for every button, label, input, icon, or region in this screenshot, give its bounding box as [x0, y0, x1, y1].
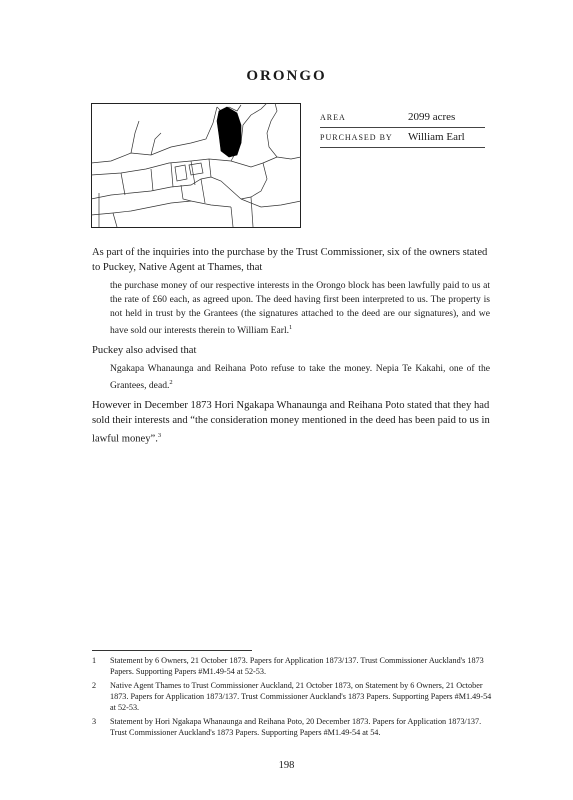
- footnote-item: [92, 680, 492, 713]
- footnotes: [92, 655, 492, 741]
- area-row: [320, 108, 485, 128]
- footnote-text: Statement by Hori Ngakapa Whanaunga and Reihana Poto, 20 December 1873. Papers for Application 1873/137. Trust Commissioner Auckland's 1873 Papers. Supporting Papers #M1.49-54 at 54.: [110, 717, 482, 737]
- quote-1-text: the purchase money of our respective interests in the Orongo block has been lawfully paid to us at the rate of £60 each, as agreed upon. The deed having first been interpreted to us. The property is not held in trust by the Grantees (the signatures attached to the deed are our signatures), and we have sold our interests therein to William Earl.: [110, 280, 490, 337]
- quote-2-text: Ngakapa Whanaunga and Reihana Poto refuse to take the money. Nepia Te Kakahi, one of the Grantees, dead.: [110, 363, 490, 392]
- footnote-ref-1[interactable]: 1: [289, 324, 293, 331]
- footnote-text: Native Agent Thames to Trust Commissioner Auckland, 21 October 1873, on Statement by 6 Owners, 21 October 1873. Papers for Application 1873/137. Trust Commissioner Auckland's 1873 Papers. Supporting Papers #M1.49-54 at 52-53.: [110, 681, 492, 712]
- footnote-ref-3[interactable]: 3: [157, 432, 162, 440]
- body-text: [92, 245, 490, 451]
- page-number: 198: [278, 760, 295, 771]
- paragraph-2: Puckey also advised that: [92, 345, 197, 357]
- purchased-by-value: William Earl: [408, 131, 465, 143]
- area-label: AREA: [320, 113, 346, 122]
- footnote-item: [92, 716, 492, 738]
- quote-2: [110, 362, 490, 393]
- block-info-table: [320, 108, 485, 148]
- map-drawing: [91, 103, 301, 228]
- area-value: 2099 acres: [408, 111, 456, 123]
- footnote-item: [92, 655, 492, 677]
- purchased-by-row: [320, 128, 485, 148]
- purchased-by-label: PURCHASED BY: [320, 133, 393, 142]
- paragraph-3-text: However in December 1873 Hori Ngakapa Whanaunga and Reihana Poto stated that they had sold their interests and “the consideration money mentioned in the deed has been paid to us in lawful money”.: [92, 400, 490, 445]
- block-location-map: [91, 103, 301, 228]
- footnote-number: 3: [92, 717, 97, 726]
- footnote-ref-2[interactable]: 2: [169, 379, 173, 387]
- footnote-divider: [92, 650, 252, 651]
- page-title: ORONGO: [246, 68, 327, 84]
- footnote-number: 2: [92, 681, 97, 690]
- paragraph-1: As part of the inquiries into the purchase by the Trust Commissioner, six of the owners stated to Puckey, Native Agent at Thames, that: [92, 247, 488, 273]
- paragraph-3: [92, 398, 490, 447]
- footnote-number: 1: [92, 656, 97, 665]
- footnote-text: Statement by 6 Owners, 21 October 1873. Papers for Application 1873/137. Trust Commissioner Auckland's 1873 Papers. Supporting Papers #M1.49-54 at 52-53.: [110, 656, 484, 676]
- quote-1: [110, 279, 490, 338]
